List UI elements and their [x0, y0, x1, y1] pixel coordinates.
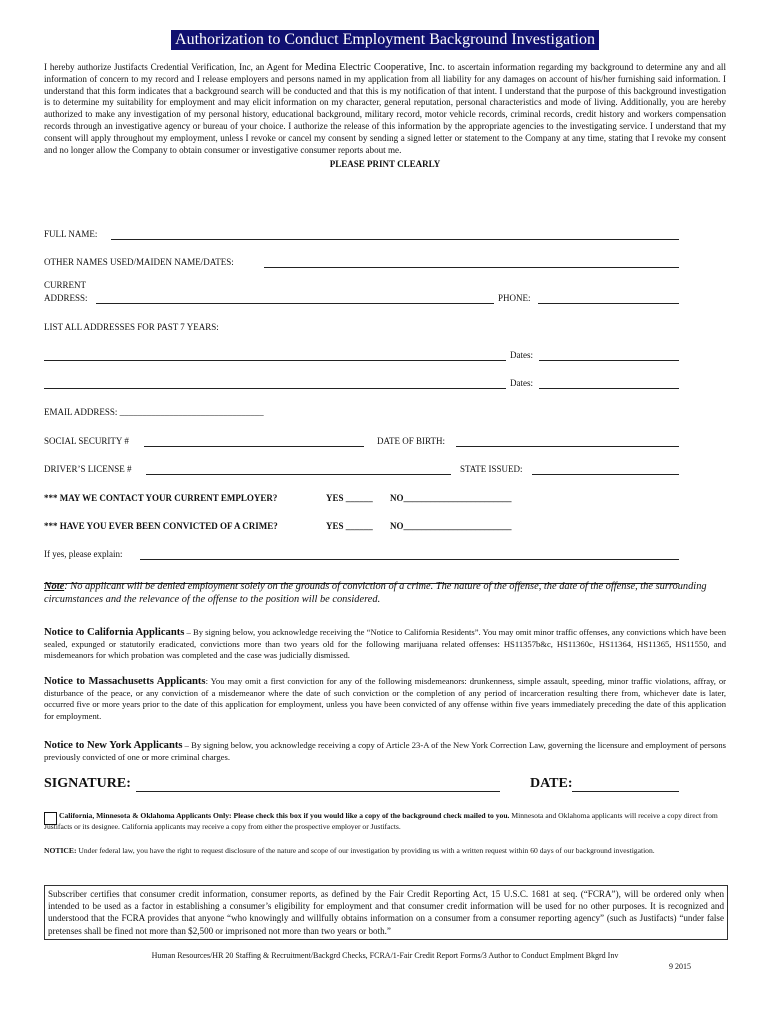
ssn-field[interactable]	[144, 446, 364, 447]
email-field[interactable]: EMAIL ADDRESS: ________________________________	[44, 407, 264, 417]
no-denial-note: Note: No applicant will be denied employment solely on the grounds of conviction of a crime. The nature of the offense, the date of the offense, the surrounding circumstances and the relevance of the offense to the position will be considered.	[44, 581, 707, 605]
convicted-yes[interactable]: YES ______	[326, 521, 373, 531]
company-name: Medina Electric Cooperative, Inc.	[305, 62, 445, 73]
report-copy-checkbox[interactable]	[44, 812, 57, 825]
dates-label-2: Dates:	[510, 378, 533, 388]
address-label: ADDRESS:	[44, 293, 88, 303]
dob-label: DATE OF BIRTH:	[377, 436, 445, 446]
dob-field[interactable]	[456, 446, 679, 447]
explain-label: If yes, please explain:	[44, 549, 123, 559]
convicted-no[interactable]: NO________________________	[390, 521, 512, 531]
other-names-label: OTHER NAMES USED/MAIDEN NAME/DATES:	[44, 257, 234, 267]
drivers-license-label: DRIVER’S LICENSE #	[44, 464, 132, 474]
explain-field[interactable]	[140, 559, 679, 560]
new-york-notice: Notice to New York Applicants – By signing below, you acknowledge receiving a copy of Article 23-A of the New York Correction Law, governing the licensure and employment of persons previously convicted of one or more criminal charges.	[44, 740, 727, 762]
massachusetts-notice: Notice to Massachusetts Applicants: You may omit a first conviction for any of the following misdemeanors: drunkenness, simple assault, speeding, minor traffic violations, affray, or disturbance of the peace, or any conviction of a misdemeanor where the date of such conviction or the completion of any period of incarceration resulting there from, whichever date is later, occurred five or more years prior to the date of this application for employment, unless you have been convicted of any offense within five years immediately preceding the date of this application for employment.	[44, 676, 726, 721]
footer-date: 9 2015	[669, 962, 691, 971]
address-field[interactable]	[96, 303, 494, 304]
form-page	[44, 0, 727, 971]
state-issued-field[interactable]	[532, 474, 679, 475]
date-label: DATE:	[530, 776, 573, 791]
california-notice: Notice to California Applicants – By signing below, you acknowledge receiving the “Notice to California Residents”. You may omit minor traffic offenses, any convictions which have been sealed, expunged or statutorily eradicated, convictions more than two years old for the following marijuana related offenses: HS11357b&c, HS11360c, HS11364, HS11365, HS11550, and misdemeanors for which probation was completed and the case was judicially dismissed.	[44, 627, 726, 661]
full-name-field[interactable]	[111, 239, 679, 240]
ssn-label: SOCIAL SECURITY #	[44, 436, 129, 446]
dates-label-1: Dates:	[510, 350, 533, 360]
massachusetts-notice-heading: Notice to Massachusetts Applicants	[44, 676, 206, 687]
contact-employer-question: *** MAY WE CONTACT YOUR CURRENT EMPLOYER?	[44, 493, 278, 503]
subscriber-certification-box: Subscriber certifies that consumer credit information, consumer reports, as defined by the Fair Credit Reporting Act, 15 U.S.C. 1681 at seq. (“FCRA”), will be ordered only when intended to be used as a factor in establishing a consumer’s eligibility for employment and that consumer credit information will be used for no other purposes. It is recognized and understood that the FCRA provides that anyone “who knowingly and willfully obtains information on a consumer from a consumer reporting agency” (such as Justifacts) “under false pretenses shall be fined not more than $2,500 or imprisoned not more than two years or both.”	[44, 885, 728, 940]
california-notice-heading: Notice to California Applicants	[44, 627, 185, 638]
phone-label: PHONE:	[498, 293, 531, 303]
full-name-label: FULL NAME:	[44, 229, 98, 239]
prior-address-field-2[interactable]	[44, 388, 506, 389]
phone-field[interactable]	[538, 303, 679, 304]
prior-address-field-1[interactable]	[44, 360, 506, 361]
report-copy-text: California, Minnesota & Oklahoma Applicants Only: Please check this box if you would like a copy of the background check mailed to you. Minnesota and Oklahoma applicants will receive a copy direct from Justifacts or its designee. California applicants may receive a copy from either the prospective employer or Justifacts.	[44, 811, 718, 831]
disclosure-notice: NOTICE: Under federal law, you have the right to request disclosure of the nature and scope of our investigation by providing us with a written request within 60 days of our background investigation.	[44, 846, 655, 855]
convicted-question: *** HAVE YOU EVER BEEN CONVICTED OF A CRIME?	[44, 521, 278, 531]
state-issued-label: STATE ISSUED:	[460, 464, 523, 474]
note-label: Note	[44, 581, 65, 592]
report-copy-request	[44, 810, 726, 832]
drivers-license-field[interactable]	[146, 474, 451, 475]
signature-field[interactable]	[136, 791, 500, 792]
dates-field-2[interactable]	[539, 388, 679, 389]
contact-employer-yes[interactable]: YES ______	[326, 493, 373, 503]
form-title: Authorization to Conduct Employment Background Investigation	[171, 30, 599, 50]
signature-label: SIGNATURE:	[44, 776, 131, 791]
print-clearly-heading: PLEASE PRINT CLEARLY	[329, 159, 441, 170]
current-label: CURRENT	[44, 280, 87, 290]
document-footer	[44, 950, 726, 972]
new-york-notice-heading: Notice to New York Applicants	[44, 740, 183, 751]
authorization-paragraph: I hereby authorize Justifacts Credential Verification, Inc, an Agent for Medina Electric Cooperative, Inc. to ascertain information regarding my background to determine any and all information of concern to my record and I release employers and persons named in my application from all liability for any damages on account of his/her furnishing said information. I understand that this form indicates that a background search will be conducted and that this is my notification of that intent. I understand that the purpose of this background investigation is to determine my suitability for employment and may elicit information on my character, general reputation, personal characteristics and mode of living. Additionally, you are hereby authorized to make any investigation of my personal history, educational background, military record, motor vehicle records, criminal records, credit history and workers compensation records through an investigative agency or bureau of your choice. I authorize the release of this information by the appropriate agencies to the investigating service. I understand that my consent will apply throughout my employment, unless I revoke or cancel my consent by sending a signed letter or statement to the Company at any time, stating that I revoke my consent and no longer allow the Company to obtain consumer or investigative consumer reports about me.	[44, 62, 726, 155]
contact-employer-no[interactable]: NO________________________	[390, 493, 512, 503]
disclosure-notice-label: NOTICE:	[44, 846, 77, 855]
footer-path: Human Resources/HR 20 Staffing & Recruitment/Backgrd Checks, FCRA/1-Fair Credit Report Forms/3 Author to Conduct Emplment Bkgrd Inv	[151, 951, 619, 960]
other-names-field[interactable]	[264, 267, 679, 268]
dates-field-1[interactable]	[539, 360, 679, 361]
date-field[interactable]	[572, 791, 679, 792]
addresses-heading: LIST ALL ADDRESSES FOR PAST 7 YEARS:	[44, 322, 219, 332]
